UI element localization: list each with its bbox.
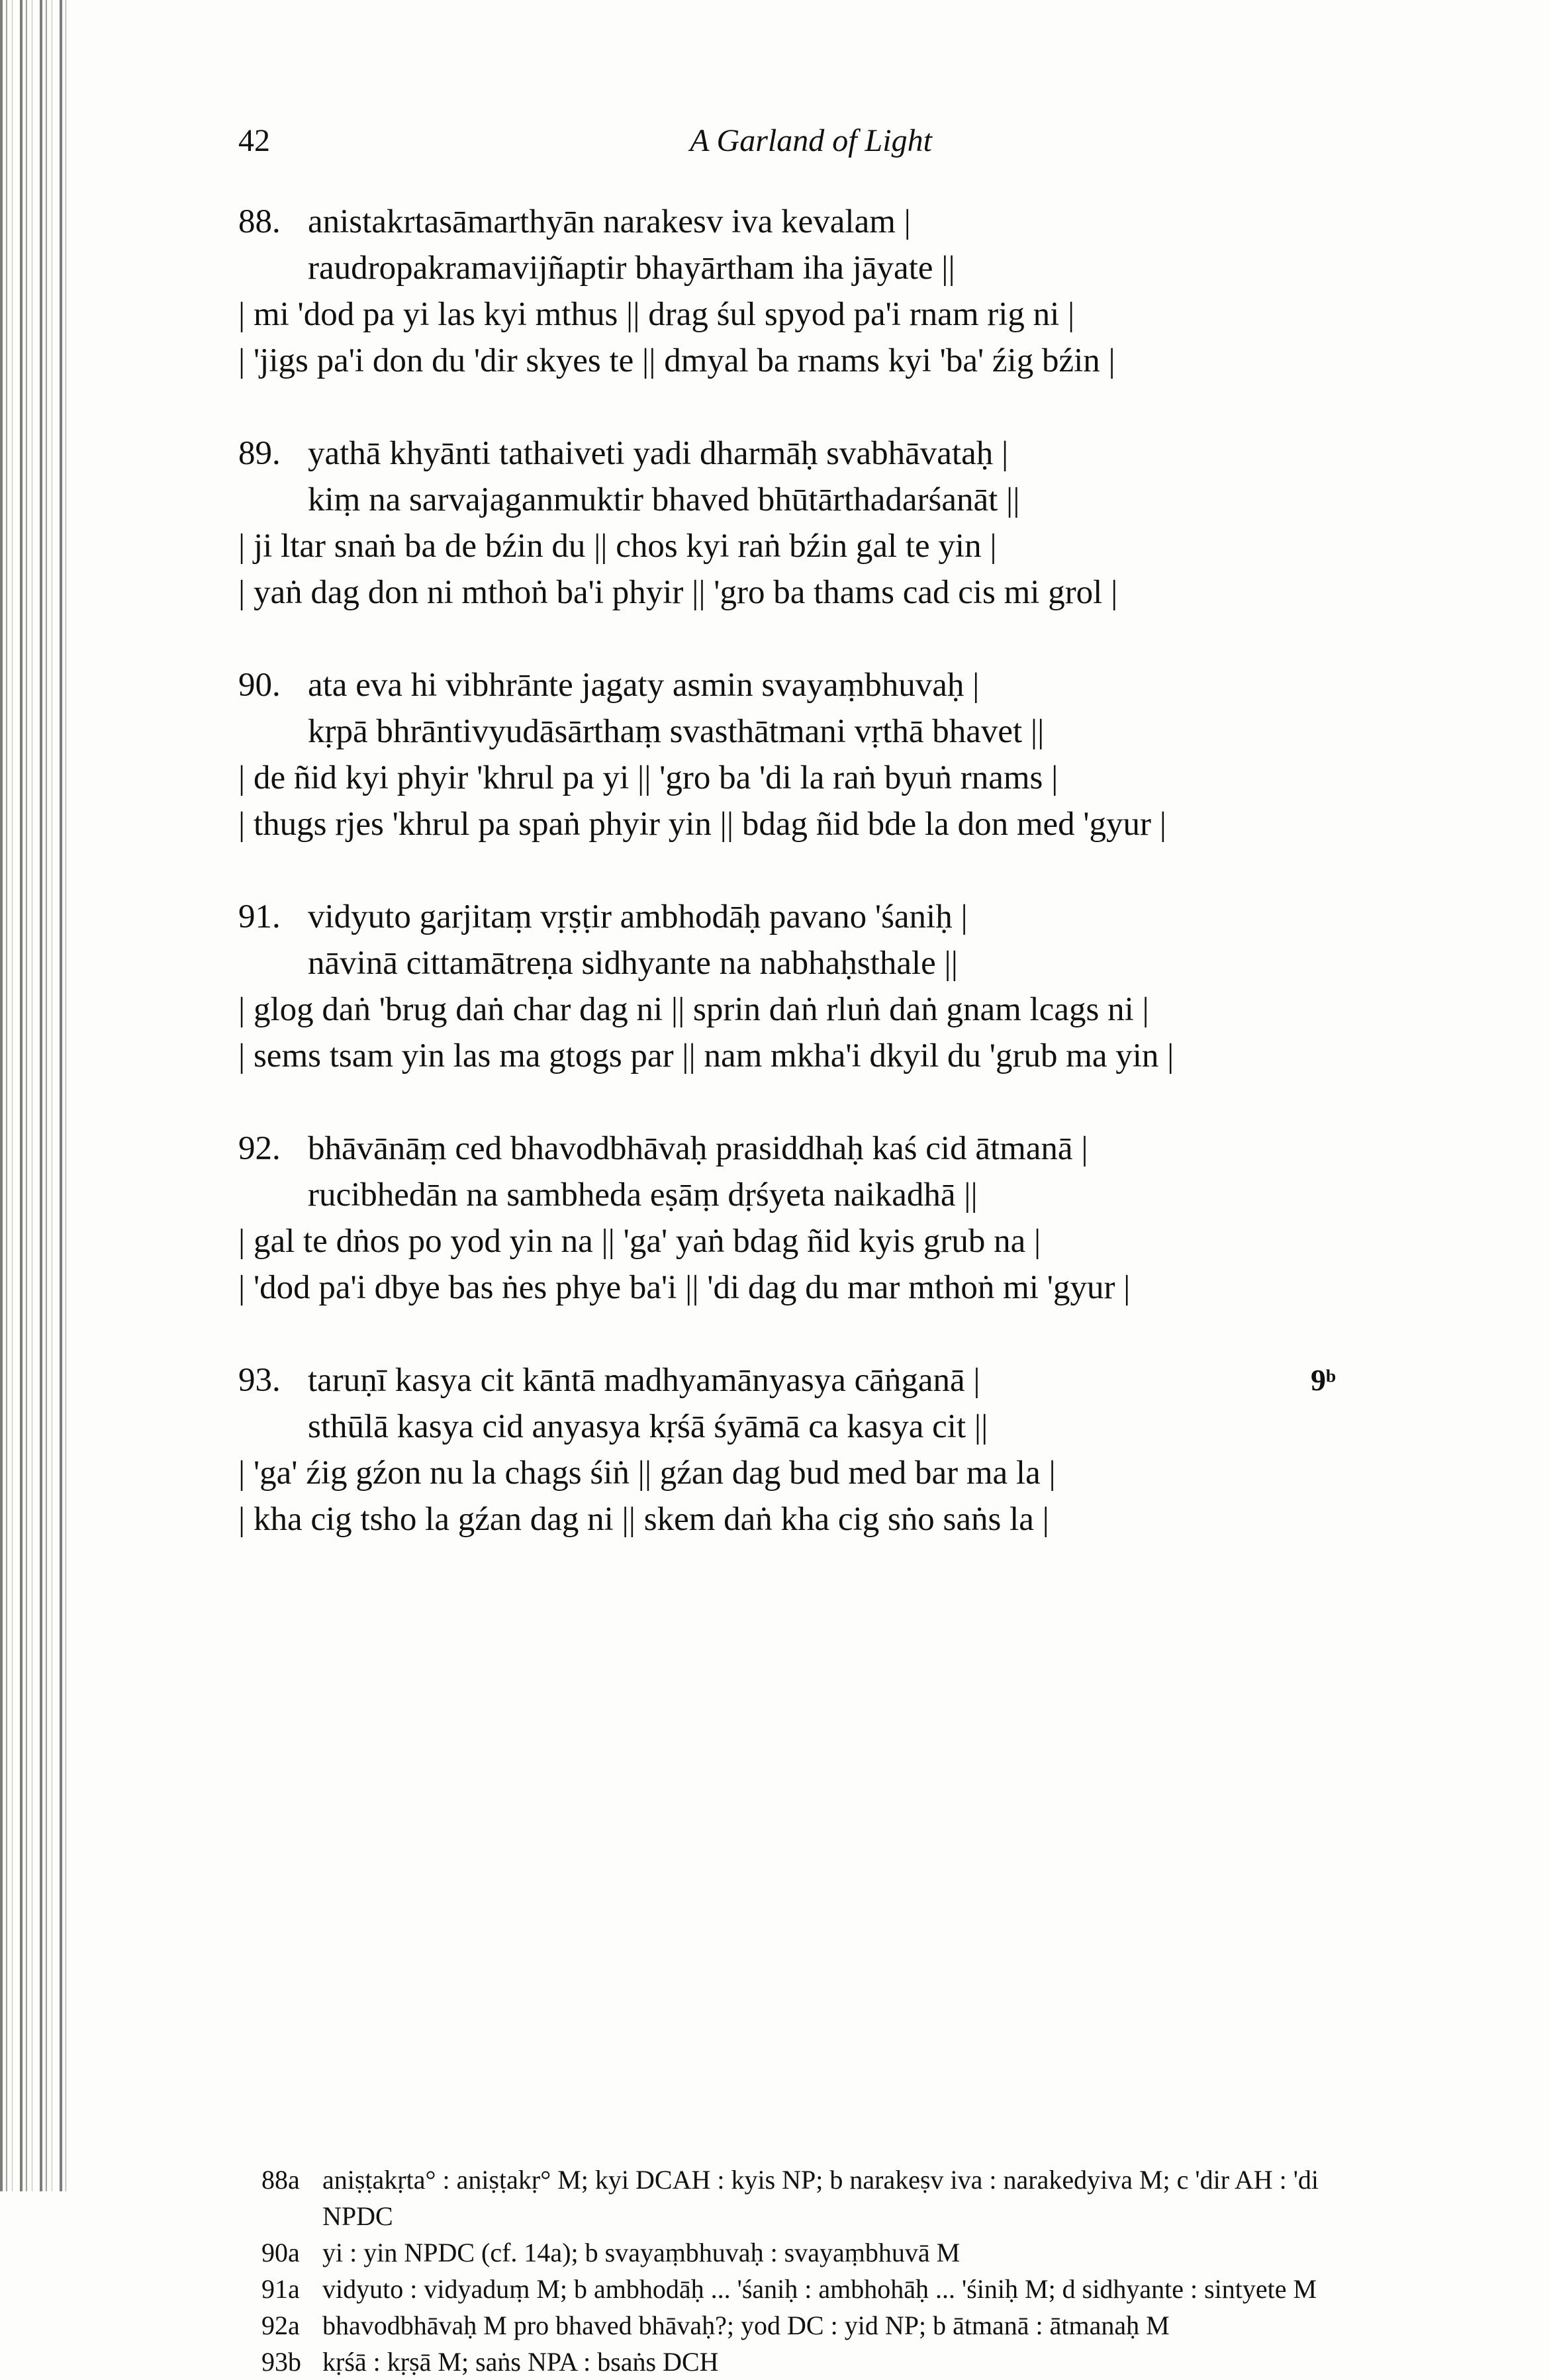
- tibetan-line: | thugs rjes 'khrul pa spaṅ phyir yin || bdag ñid bde la don med 'gyur |: [238, 806, 1167, 843]
- tibetan-line: | ji ltar snaṅ ba de bźin du || chos kyi raṅ bźin gal te yin |: [238, 528, 997, 565]
- sanskrit-line: 88. anistakrtasāmarthyān narakesv iva kevalam |: [238, 199, 1417, 245]
- verse-90: [238, 662, 1417, 847]
- tibetan-line: | de ñid kyi phyir 'khrul pa yi || 'gro ba 'di la raṅ byuṅ rnams |: [238, 759, 1058, 796]
- tibetan-line: | glog daṅ 'brug daṅ char dag ni || sprin daṅ rluṅ daṅ gnam lcags ni |: [238, 991, 1149, 1028]
- footnote-label: 93b: [261, 2347, 301, 2377]
- verse-list: [238, 199, 1417, 1589]
- running-title: A Garland of Light: [690, 123, 932, 158]
- sanskrit-line: 93. taruṇī kasya cit kāntā madhyamānyasya cāṅganā |: [238, 1357, 1417, 1404]
- footnote-text: vidyuto : vidyaduṃ M; b ambhodāḥ ... 'śaniḥ : ambhohāḥ ... 'śiniḥ M; d sidhyante : sintyete M: [322, 2274, 1317, 2304]
- verse-91: [238, 894, 1417, 1079]
- folio-marker: 9ᵇ: [1311, 1363, 1336, 1397]
- verse-88: [238, 199, 1417, 384]
- footnote-label: 91a: [261, 2274, 300, 2304]
- footnote-text: yi : yin NPDC (cf. 14a); b svayaṃbhuvaḥ : svayaṃbhuvā M: [322, 2238, 961, 2267]
- footnote: [261, 2234, 1387, 2271]
- verse-89: [238, 430, 1417, 616]
- verse-number: 91.: [238, 898, 281, 935]
- footnote-label: 90a: [261, 2238, 300, 2267]
- verse-93: [238, 1357, 1417, 1543]
- verse-number: 89.: [238, 435, 281, 472]
- tibetan-line: | sems tsam yin las ma gtogs par || nam mkha'i dkyil du 'grub ma yin |: [238, 1037, 1174, 1074]
- tibetan-line: | 'dod pa'i dbye bas ṅes phye ba'i || 'di dag du mar mthoṅ mi 'gyur |: [238, 1269, 1131, 1306]
- verse-number: 88.: [238, 203, 281, 240]
- sanskrit-line: 92. bhāvānāṃ ced bhavodbhāvaḥ prasiddhaḥ kaś cid ātmanā |: [238, 1125, 1417, 1172]
- tibetan-line: | 'jigs pa'i don du 'dir skyes te || dmyal ba rnams kyi 'ba' źig bźin |: [238, 342, 1115, 379]
- footnote: [261, 2162, 1387, 2234]
- sanskrit-line: nāvinā cittamātreṇa sidhyante na nabhaḥsthale ||: [308, 945, 958, 982]
- verse-92: [238, 1125, 1417, 1311]
- sanskrit-line: kṛpā bhrāntivyudāsārthaṃ svasthātmani vṛthā bhavet ||: [308, 713, 1045, 750]
- verse-number: 92.: [238, 1130, 281, 1167]
- footnote-text: kṛśā : kṛṣā M; saṅs NPA : bsaṅs DCH: [322, 2347, 719, 2377]
- sanskrit-line: 91. vidyuto garjitaṃ vṛṣṭir ambhodāḥ pavano 'śaniḥ |: [238, 894, 1417, 940]
- tibetan-line: | 'ga' źig gźon nu la chags śiṅ || gźan dag bud med bar ma la |: [238, 1454, 1056, 1492]
- footnote-text: bhavodbhāvaḥ M pro bhaved bhāvaḥ?; yod DC : yid NP; b ātmanā : ātmanaḥ M: [322, 2310, 1170, 2340]
- footnote: [261, 2271, 1387, 2307]
- book-binding-edge: [0, 0, 66, 2191]
- footnote-label: 92a: [261, 2310, 300, 2340]
- sanskrit-line: rucibhedān na sambheda eṣāṃ dṛśyeta naikadhā ||: [308, 1176, 978, 1214]
- verse-number: 90.: [238, 667, 281, 704]
- footnote-label: 88a: [261, 2165, 300, 2195]
- tibetan-line: | kha cig tsho la gźan dag ni || skem daṅ kha cig sṅo saṅs la |: [238, 1501, 1049, 1538]
- sanskrit-line: sthūlā kasya cid anyasya kṛśā śyāmā ca kasya cit ||: [308, 1408, 988, 1445]
- footnote: [261, 2307, 1387, 2344]
- footnote-text: aniṣṭakṛta° : aniṣṭakṛ° M; kyi DCAH : kyis NP; b narakeṣv iva : narakedyiva M; c 'dir AH : 'di NPDC: [322, 2165, 1319, 2231]
- sanskrit-line: 90. ata eva hi vibhrānte jagaty asmin svayaṃbhuvaḥ |: [238, 662, 1417, 708]
- page-number: 42: [238, 123, 270, 158]
- sanskrit-line: 89. yathā khyānti tathaiveti yadi dharmāḥ svabhāvataḥ |: [238, 430, 1417, 477]
- tibetan-line: | mi 'dod pa yi las kyi mthus || drag śul spyod pa'i rnam rig ni |: [238, 296, 1075, 333]
- critical-apparatus: [261, 2162, 1387, 2380]
- verse-number: 93.: [238, 1362, 281, 1399]
- tibetan-line: | gal te dṅos po yod yin na || 'ga' yaṅ bdag ñid kyis grub na |: [238, 1223, 1041, 1260]
- page-header: [238, 122, 1384, 169]
- tibetan-line: | yaṅ dag don ni mthoṅ ba'i phyir || 'gro ba thams cad cis mi grol |: [238, 574, 1118, 611]
- sanskrit-line: kiṃ na sarvajaganmuktir bhaved bhūtārthadarśanāt ||: [308, 481, 1020, 518]
- footnote: [261, 2344, 1387, 2380]
- sanskrit-line: raudropakramavijñaptir bhayārtham iha jāyate ||: [308, 250, 955, 287]
